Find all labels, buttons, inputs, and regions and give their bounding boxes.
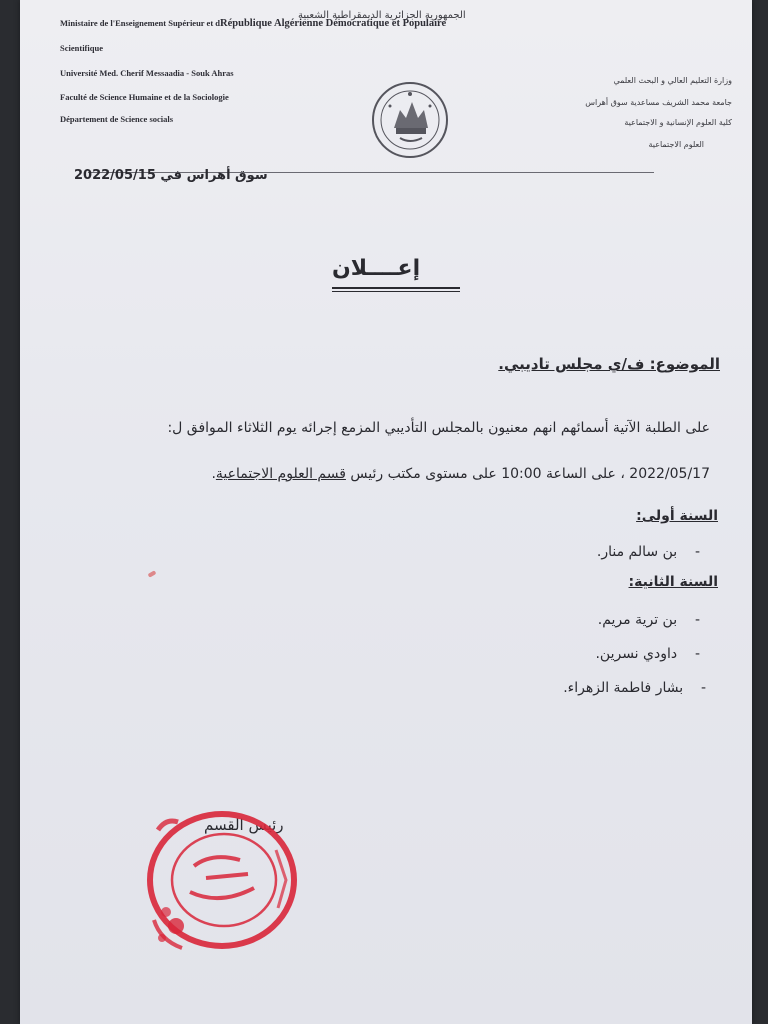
university-seal-logo: [370, 80, 450, 160]
student-name: بشار فاطمة الزهراء.: [563, 680, 684, 696]
header-fr-republic: République Algérienne Démocratique et Populaire: [220, 18, 447, 29]
body-department-name: قسم العلوم الاجتماعية: [215, 466, 346, 482]
place-date: سوق أهراس في 2022/05/15: [74, 168, 268, 183]
student-name: بن ترية مريم.: [597, 612, 678, 628]
header-fr-faculty: Faculté de Science Humaine et de la Sociologie: [60, 92, 229, 102]
header-ar-ministry: وزارة التعليم العالي و البحث العلمي: [613, 76, 732, 85]
header-fr-scientifique: Scientifique: [60, 43, 103, 53]
header-fr-department: Département de Science socials: [60, 114, 174, 124]
document-page: [20, 0, 752, 1024]
bullet: -: [700, 680, 706, 696]
bullet: -: [694, 646, 700, 662]
bullet: -: [694, 612, 700, 628]
list-item: [597, 544, 700, 560]
title-underline: [332, 287, 460, 289]
list-item: [598, 612, 700, 628]
header-ar-department: العلوم الاجتماعية: [648, 140, 704, 149]
year2-heading: السنة الثانية:: [628, 574, 718, 590]
list-item: [563, 680, 706, 696]
body-line-2-end: .: [211, 466, 216, 482]
ink-mark: [148, 570, 157, 577]
list-item: [595, 646, 700, 662]
body-line-2: [211, 466, 710, 482]
student-name: بن سالم منار.: [596, 544, 678, 560]
header-ar-republic: الجمهورية الجزائرية الديمقراطية الشعبية: [298, 10, 466, 21]
header-ar-university: جامعة محمد الشريف مساعدية سوق أهراس: [585, 98, 732, 107]
header-fr-university: Université Med. Cherif Messaadia - Souk Ahras: [60, 68, 234, 78]
signature-label: رئيس القسم: [204, 816, 284, 834]
body-line-2-text: 2022/05/17 ، على الساعة 10:00 على مستوى مكتب رئيس: [345, 466, 710, 482]
subject-text: الموضوع: ف/ي مجلس تاديبي.: [498, 355, 720, 373]
header-ar-faculty: كلية العلوم الإنسانية و الاجتماعية: [624, 118, 732, 127]
bullet: -: [694, 544, 700, 560]
department-stamp: [136, 800, 308, 960]
body-line-1: على الطلبة الآتية أسمائهم انهم معنيون بالمجلس التأديبي المزمع إجرائه يوم الثلاثاء الموافق ل:: [167, 420, 710, 436]
year1-heading: السنة أولى:: [636, 508, 718, 524]
student-name: داودي نسرين.: [595, 646, 678, 662]
announcement-title: إعــــلان: [332, 256, 421, 281]
title-underline-second: [332, 291, 460, 292]
subject-line: [498, 355, 720, 373]
header-fr-ministry: Ministaire de l'Enseignement Supérieur et dRépublique Algérienne Démocratique et Populaire: [60, 18, 447, 29]
